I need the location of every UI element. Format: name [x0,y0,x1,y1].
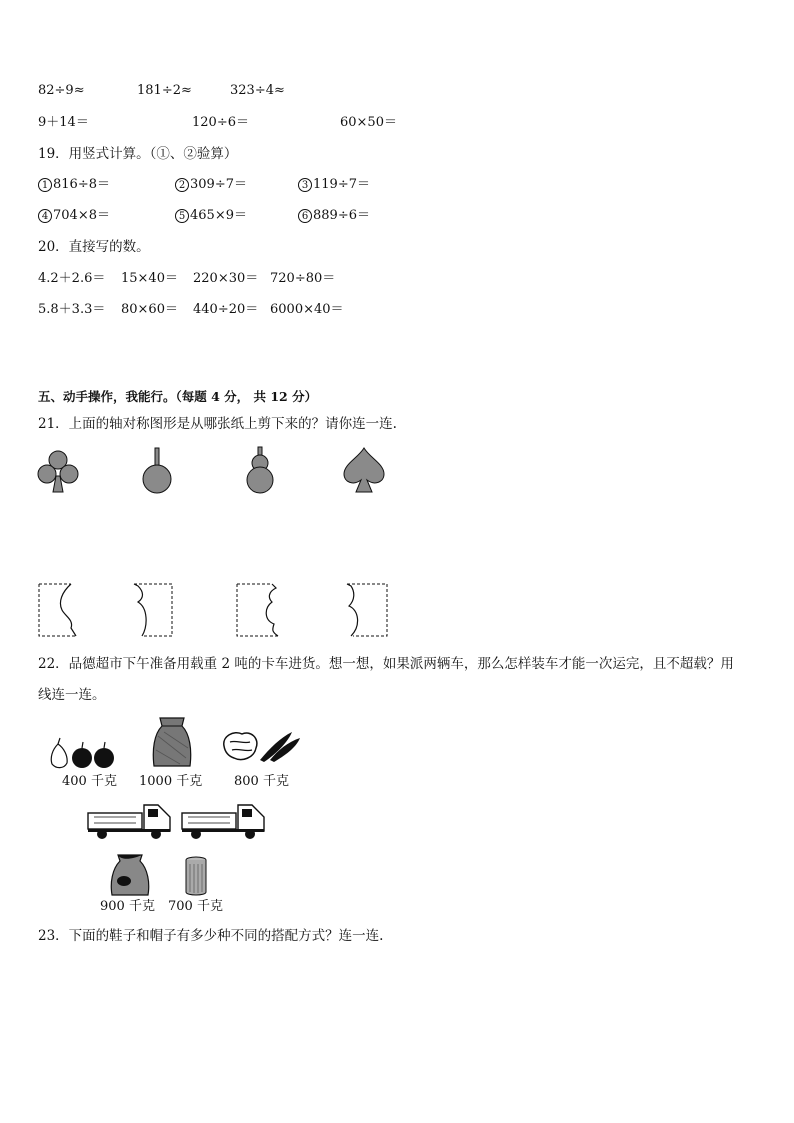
circled-number: 1 [38,178,52,192]
question-22-line1: 22．品德超市下午准备用载重 2 吨的卡车进货。想一想，如果派两辆车，那么怎样装车才能一次运完，且不超载？用 [38,656,734,672]
question-21-title: 21．上面的轴对称图形是从哪张纸上剪下来的？请你连一连. [38,416,397,432]
problem-text: 323÷4≈ [230,83,285,98]
problem-item [298,177,370,193]
spade-icon[interactable] [341,446,387,496]
question-23-title: 23．下面的鞋子和帽子有多少种不同的搭配方式？连一连. [38,928,384,944]
circled-number: 6 [298,209,312,223]
circled-number: 2 [175,178,189,192]
problem-text: 80×60＝ [121,302,178,317]
weight-label: 700 千克 [168,899,223,914]
problem-text: 82÷9≈ [38,83,85,98]
problem-text: 816÷8＝ [53,177,110,192]
circled-number: 5 [175,209,189,223]
question-20-title: 20．直接写的数。 [38,239,150,255]
weight-label: 400 千克 [62,774,117,789]
barrel-icon[interactable] [184,856,208,896]
problem-text: 4.2＋2.6＝ [38,271,106,286]
problem-item [38,208,110,224]
gourd-icon[interactable] [244,446,276,496]
problem-text: 6000×40＝ [270,302,344,317]
problem-text: 220×30＝ [193,271,259,286]
problem-text: 309÷7＝ [190,177,247,192]
truck-icon[interactable] [180,801,268,841]
circled-number: 4 [38,209,52,223]
circled-number: 3 [298,178,312,192]
problem-text: 704×8＝ [53,208,110,223]
problem-text: 120÷6＝ [192,115,249,130]
problem-text: 181÷2≈ [137,83,192,98]
weight-label: 1000 千克 [139,774,203,789]
round-bottle-icon[interactable] [140,446,174,496]
problem-text: 9＋14＝ [38,115,89,130]
sack-icon[interactable] [150,716,194,768]
problem-text: 889÷6＝ [313,208,370,223]
problem-text: 60×50＝ [340,115,397,130]
weight-label: 800 千克 [234,774,289,789]
section-5-title: 五、动手操作，我能行。（每题 4 分， 共 12 分） [38,389,318,404]
problem-item [298,208,370,224]
problem-text: 720÷80＝ [270,271,336,286]
problem-text: 440÷20＝ [193,302,259,317]
problem-text: 465×9＝ [190,208,247,223]
problem-item [38,177,110,193]
paper-cutout-2[interactable] [132,582,174,638]
problem-item [175,208,247,224]
question-19-title: 19．用竖式计算。（①、②验算） [38,146,238,162]
paper-cutout-3[interactable] [236,582,280,638]
paper-cutout-1[interactable] [38,582,78,638]
bag-icon[interactable] [106,853,154,897]
paper-cutout-4[interactable] [345,582,389,638]
vegetables-icon[interactable] [220,726,302,766]
problem-text: 5.8＋3.3＝ [38,302,106,317]
truck-icon[interactable] [86,801,174,841]
problem-item [175,177,247,193]
fruit-icon[interactable] [48,736,118,770]
problem-text: 15×40＝ [121,271,178,286]
question-22-line2: 线连一连。 [38,687,106,703]
weight-label: 900 千克 [100,899,155,914]
club-icon[interactable] [36,448,80,496]
problem-text: 119÷7＝ [313,177,370,192]
